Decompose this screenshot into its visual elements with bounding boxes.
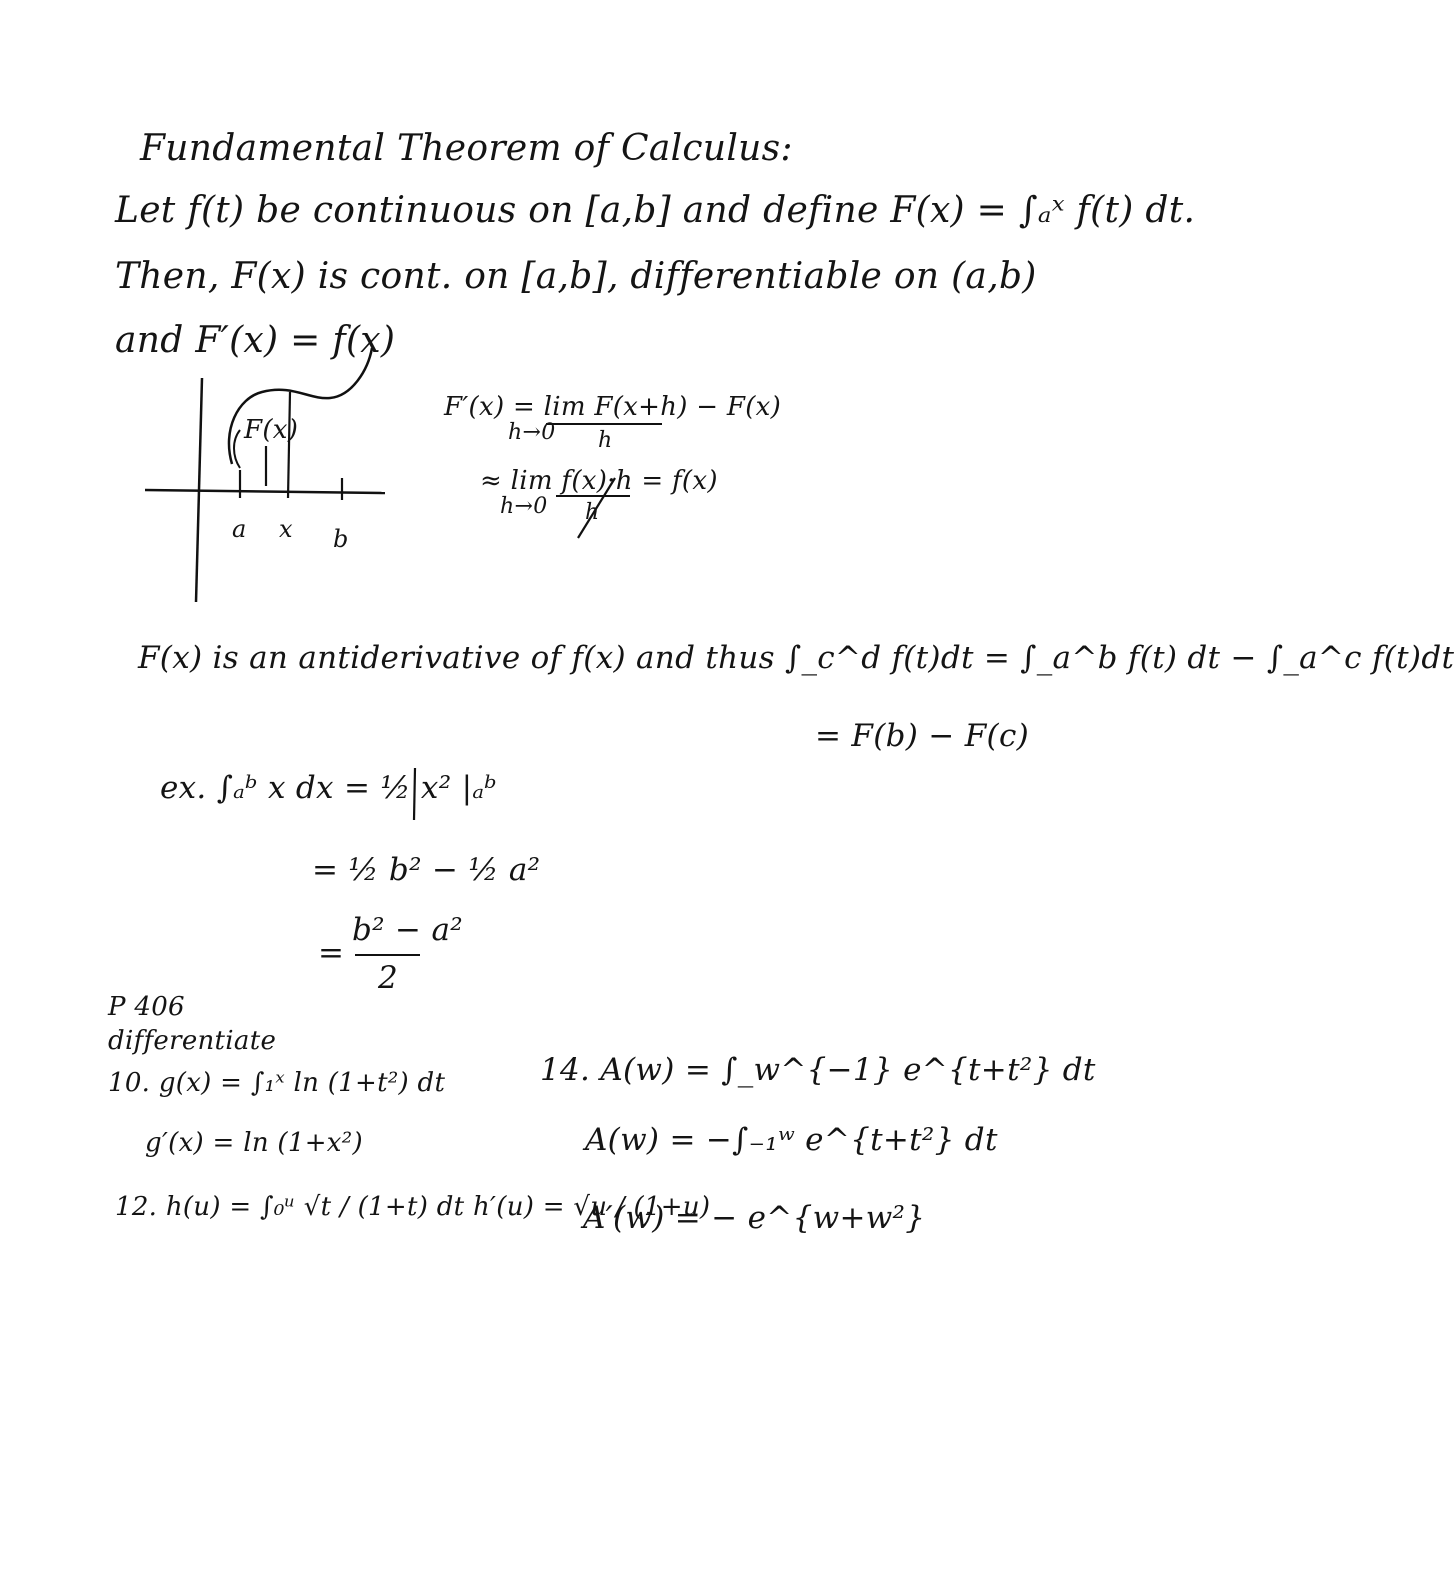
graph-curve <box>229 348 372 464</box>
page-title: Fundamental Theorem of Calculus: <box>140 128 793 169</box>
example-line-3-denominator: 2 <box>378 960 399 996</box>
derivative-line-1: F′(x) = lim F(x+h) − F(x) <box>444 392 782 422</box>
graph-tick-a-label: a <box>232 515 247 543</box>
graph-x-axis <box>145 490 385 493</box>
graph-tick-b-label: b <box>333 525 349 553</box>
example-line-3-numerator: b² − a² <box>352 912 463 948</box>
theorem-line-1: Let f(t) be continuous on [a,b] and define F(x) = ∫ₐˣ f(t) dt. <box>115 190 1196 231</box>
derivative-line-2-limit: h→0 <box>500 494 548 519</box>
theorem-line-3: and F′(x) = f(x) <box>115 320 396 361</box>
problem-14-b: A(w) = −∫₋₁ʷ e^{t+t²} dt <box>585 1122 998 1158</box>
graph-line-x <box>288 392 290 498</box>
graph-region-label: F(x) <box>244 415 299 445</box>
problem-10-b: g′(x) = ln (1+x²) <box>145 1128 363 1158</box>
derivative-line-2-denominator: h <box>585 500 600 525</box>
derivative-line-2: ≈ lim f(x)·h = f(x) <box>480 466 718 496</box>
example-line-1: ex. ∫ₐᵇ x dx = ½ x² |ₐᵇ <box>160 770 497 806</box>
problem-14-a: 14. A(w) = ∫_w^{−1} e^{t+t²} dt <box>540 1052 1096 1088</box>
derivative-line-1-limit: h→0 <box>508 420 556 445</box>
theorem-line-2: Then, F(x) is cont. on [a,b], differentiable on (a,b) <box>115 256 1037 297</box>
problem-14-c: A′(w) = − e^{w+w²} <box>583 1200 926 1236</box>
problems-page-ref: P 406 <box>108 992 185 1022</box>
example-line-3-prefix: = <box>318 935 345 971</box>
antiderivative-line-2: = F(b) − F(c) <box>815 718 1030 754</box>
problems-instruction: differentiate <box>108 1026 277 1056</box>
graph-y-axis <box>196 378 202 602</box>
example-line-2: = ½ b² − ½ a² <box>312 852 541 888</box>
problem-10-a: 10. g(x) = ∫₁ˣ ln (1+t²) dt <box>108 1068 446 1098</box>
derivative-line-1-denominator: h <box>598 428 613 453</box>
antiderivative-line-1: F(x) is an antiderivative of f(x) and thus ∫_c^d f(t)dt = ∫_a^b f(t) dt − ∫_a^c f(t)dt <box>138 640 1454 676</box>
graph-tick-x-label: x <box>279 515 293 543</box>
problem-12: 12. h(u) = ∫₀ᵘ √t / (1+t) dt h′(u) = √u / (1+u) <box>115 1192 711 1222</box>
graph-region-bracket <box>234 430 240 468</box>
